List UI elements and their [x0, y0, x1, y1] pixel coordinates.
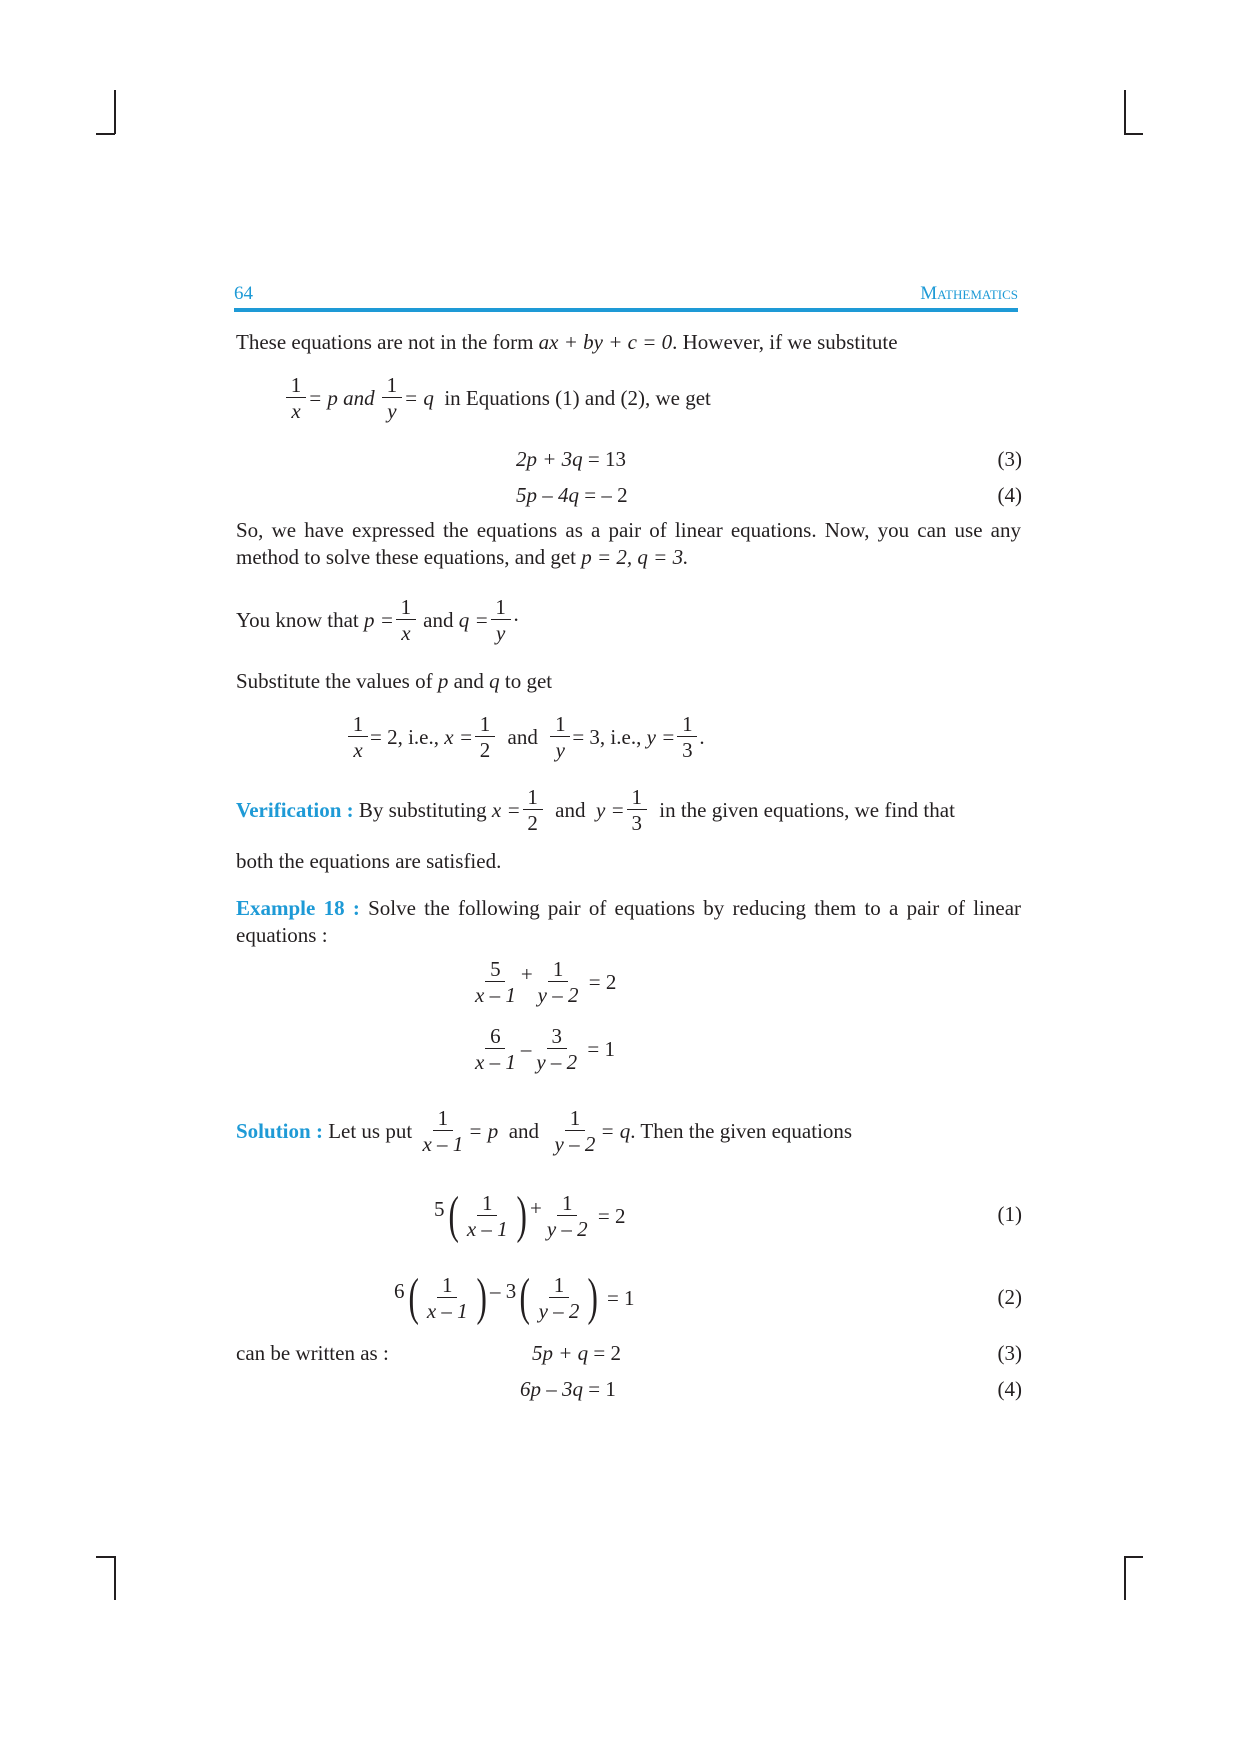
crop-mark-top-right-h — [1124, 133, 1143, 135]
verification-text-c: both the equations are satisfied. — [236, 849, 502, 873]
crop-mark-bottom-left — [114, 1556, 116, 1600]
fraction-1-over-y: $\frac{1}{y}$ — [550, 713, 570, 761]
fraction-6-over-x-minus-1: $\frac{6}{x - 1}$ — [475, 1024, 516, 1075]
fraction-1-over-3: $\frac{1}{3}$ — [677, 713, 697, 761]
header-rule — [234, 308, 1018, 312]
example-text: Solve the following pair of equations by reducing them to a pair of linear equations : — [236, 896, 1022, 947]
fraction-1-over-2: $\frac{1}{2}$ — [523, 786, 543, 834]
written-as-label: can be written as : — [236, 1341, 389, 1365]
solution-line: Solution : Let us put $\frac{1}{x - 1}$ = p and $\frac{1}{y - 2}$ = q . Then the given equations — [236, 1106, 853, 1157]
intro-line — [236, 330, 898, 355]
fraction-3-over-y-minus-2: $\frac{3}{y - 2}$ — [536, 1024, 578, 1075]
solution-equation-2: 6 ( $\frac{1}{x - 1}$ ) – 3 ( $\frac{1}{y - 2}$ ) = 1 — [394, 1269, 635, 1326]
example-equation-1: $\frac{5}{x - 1}$ + $\frac{1}{y - 2}$ = 2 — [470, 958, 616, 1006]
solution-equation-1: 5 ( $\frac{1}{x - 1}$ ) + $\frac{1}{y - 2}$ = 2 — [434, 1187, 626, 1244]
crop-mark-top-left — [114, 90, 116, 134]
fraction-5-over-x-minus-1: $\frac{5}{x - 1}$ — [475, 957, 516, 1008]
crop-mark-bottom-right — [1124, 1556, 1126, 1600]
equation-4: 5p – 4q = – 2 — [516, 483, 628, 507]
crop-mark-bottom-right-h — [1124, 1556, 1143, 1558]
fraction-1-over-x: $\frac{1}{x}$ — [396, 596, 416, 644]
verification-label: Verification : — [236, 797, 354, 822]
intro-text-b: . However, if we substitute — [672, 330, 898, 354]
crop-mark-top-right — [1124, 90, 1126, 134]
paragraph-linear: So, we have expressed the equations as a pair of linear equations. Now, you can use any method to solve these equations, and get p = 2, q = 3. — [236, 518, 1021, 569]
crop-mark-top-left-h — [96, 133, 115, 135]
equation-number-3: (3) — [997, 447, 1022, 471]
equation-number-4b: (4) — [997, 1377, 1022, 1401]
equation-number-1: (1) — [997, 1202, 1022, 1226]
page-number: 64 — [234, 283, 253, 304]
parenthesized-fraction: ( $\frac{1}{x - 1}$ ) — [447, 1187, 527, 1244]
fraction-1-over-y-minus-2: $\frac{1}{y - 2}$ — [537, 957, 579, 1008]
equation-number-3b: (3) — [997, 1341, 1022, 1365]
solution-label: Solution : — [236, 1118, 323, 1143]
fraction-1-over-y-minus-2: $\frac{1}{y - 2}$ — [546, 1190, 588, 1241]
fraction-1-over-y-minus-2: $\frac{1}{y - 2}$ — [554, 1106, 596, 1157]
crop-mark-bottom-left-h — [96, 1556, 115, 1558]
example-equation-2: $\frac{6}{x - 1}$ – $\frac{3}{y - 2}$ = 1 — [470, 1025, 615, 1073]
equation-4b: 6p – 3q = 1 — [520, 1377, 616, 1401]
parenthesized-fraction: ( $\frac{1}{x - 1}$ ) — [407, 1269, 487, 1326]
fraction-1-over-x-minus-1: $\frac{1}{x - 1}$ — [422, 1106, 464, 1157]
example-label: Example 18 : — [236, 896, 360, 920]
equation-number-4: (4) — [997, 483, 1022, 507]
verification-line: Verification : By substituting x = $\frac{1}{2}$ and y = $\frac{1}{3}$ in the given equations, we find that — [236, 785, 955, 836]
sub-p: = p and — [308, 385, 375, 410]
fraction-1-over-y: $\frac{1}{y}$ — [382, 374, 402, 422]
intro-expr: ax + by + c = 0 — [538, 330, 673, 354]
know-line: You know that p = $\frac{1}{x}$ and q = $\frac{1}{y}$ · — [236, 595, 520, 646]
fraction-1-over-x: $\frac{1}{x}$ — [348, 713, 368, 761]
substitute-line: Substitute the values of p and q to get — [236, 669, 553, 693]
equation-3: 2p + 3q = 13 — [516, 447, 627, 471]
example-18 — [236, 895, 1021, 949]
intro-text-a: These equations are not in the form — [236, 330, 534, 354]
fraction-1-over-y: $\frac{1}{y}$ — [491, 596, 511, 644]
fraction-1-over-3: $\frac{1}{3}$ — [627, 786, 647, 834]
fraction-1-over-x: $\frac{1}{x}$ — [286, 374, 306, 422]
result-line: $\frac{1}{x}$ = 2, i.e., x = $\frac{1}{2}$ and $\frac{1}{y}$ = 3, i.e., y = $\frac{1}{3}$ . — [346, 713, 705, 761]
parenthesized-fraction: ( $\frac{1}{y - 2}$ ) — [519, 1269, 599, 1326]
sub-q: = q — [403, 385, 434, 410]
running-title: Mathematics — [920, 283, 1018, 304]
equation-number-2: (2) — [997, 1285, 1022, 1309]
equation-3b: 5p + q = 2 — [532, 1341, 622, 1365]
substitution-line — [284, 374, 711, 422]
fraction-1-over-2: $\frac{1}{2}$ — [475, 713, 495, 761]
sub-tail: in Equations (1) and (2), we get — [444, 385, 711, 410]
